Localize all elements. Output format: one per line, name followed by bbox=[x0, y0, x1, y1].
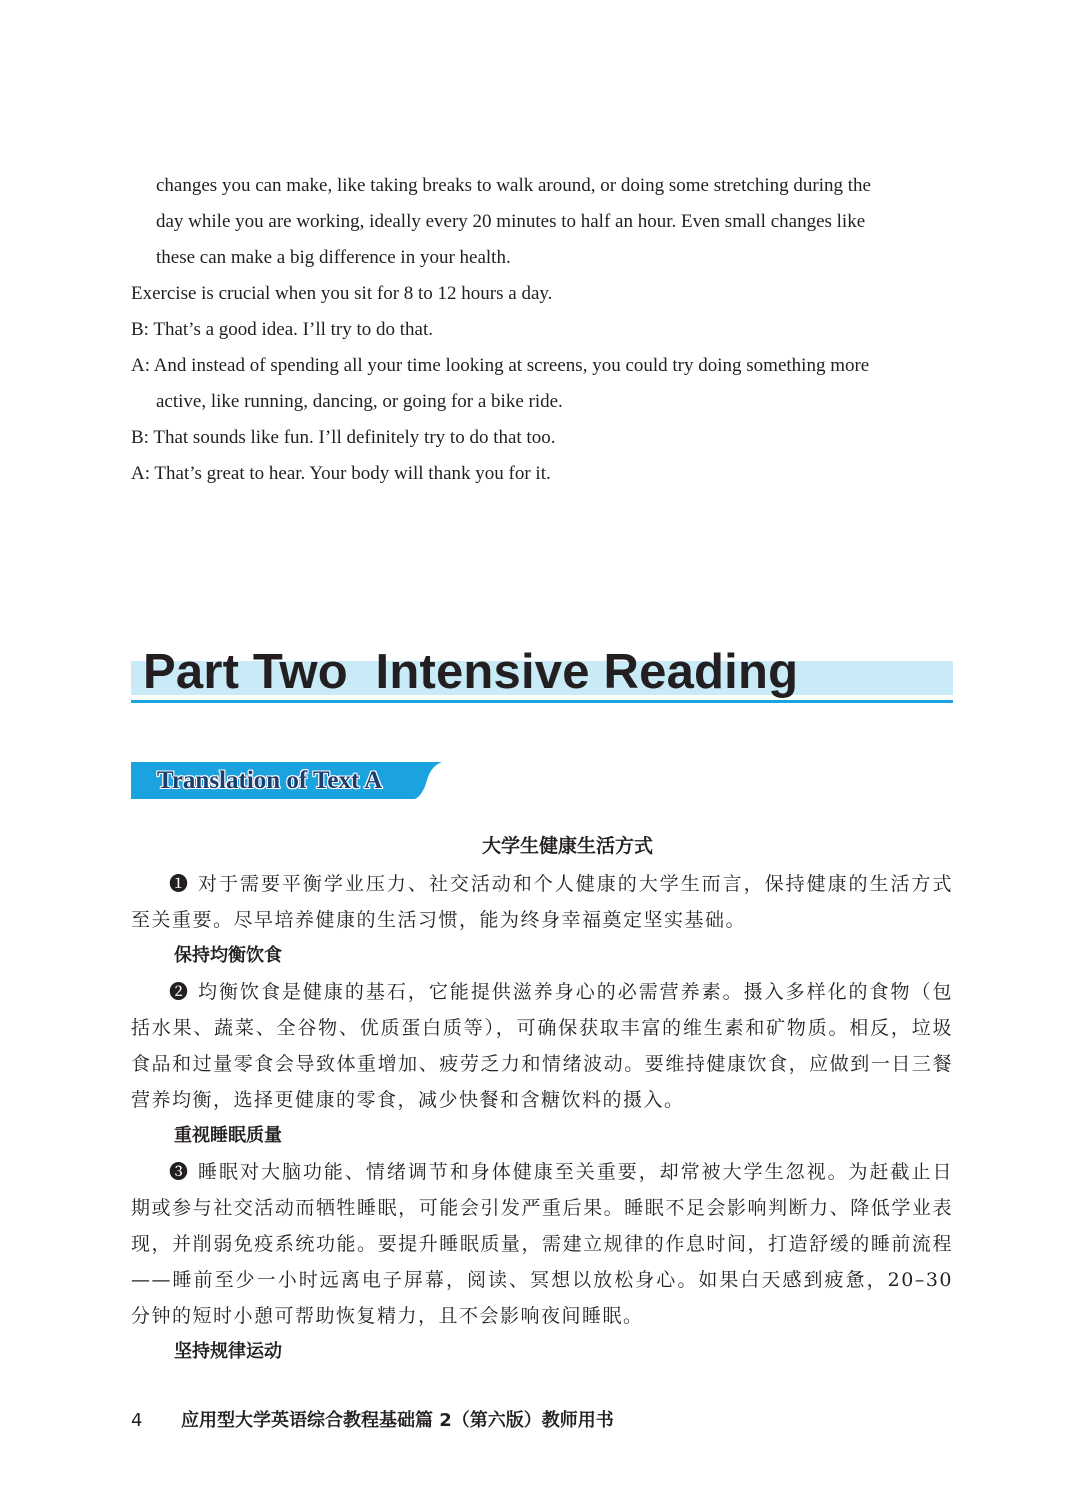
translation-subheading-diet: 保持均衡饮食 bbox=[174, 945, 282, 966]
dialogue-line: B: That’s a good idea. I’ll try to do that. bbox=[131, 319, 434, 340]
book-title: 应用型大学英语综合教程基础篇 2（第六版）教师用书 bbox=[181, 1410, 614, 1431]
dialogue-line: changes you can make, like taking breaks to walk around, or doing some stretching during the bbox=[156, 175, 871, 196]
section-tag bbox=[131, 762, 442, 799]
translation-paragraph-2: ❷ 均衡饮食是健康的基石，它能提供滋养身心的必需营养素。摄入多样化的食物（包括水果、蔬菜、全谷物、优质蛋白质等），可确保获取丰富的维生素和矿物质。相反，垃圾食品和过量零食会导致体重增加、疲劳乏力和情绪波动。要维持健康饮食，应做到一日三餐营养均衡，选择更健康的零食，减少快餐和含糖饮料的摄入。 bbox=[131, 981, 953, 1111]
page-number: 4 bbox=[131, 1410, 143, 1431]
part-title: Part Two Intensive Reading bbox=[143, 645, 799, 699]
section-tag-label: Translation of Text A bbox=[157, 767, 383, 794]
part-heading-banner bbox=[131, 640, 953, 706]
dialogue-line: day while you are working, ideally every 20 minutes to half an hour. Even small changes like bbox=[156, 211, 866, 232]
translation-subheading-exercise: 坚持规律运动 bbox=[174, 1341, 282, 1362]
dialogue-line: active, like running, dancing, or going for a bike ride. bbox=[156, 391, 563, 412]
translation-title: 大学生健康生活方式 bbox=[481, 835, 653, 857]
translation-subheading-sleep: 重视睡眠质量 bbox=[174, 1125, 282, 1146]
translation-paragraph-1: ❶ 对于需要平衡学业压力、社交活动和个人健康的大学生而言，保持健康的生活方式至关重要。尽早培养健康的生活习惯，能为终身幸福奠定坚实基础。 bbox=[131, 873, 953, 931]
dialogue-line: A: That’s great to hear. Your body will thank you for it. bbox=[131, 463, 551, 484]
dialogue-line: these can make a big difference in your health. bbox=[156, 247, 511, 268]
dialogue-line: A: And instead of spending all your time looking at screens, you could try doing something more bbox=[131, 355, 870, 376]
dialogue-line: Exercise is crucial when you sit for 8 to 12 hours a day. bbox=[131, 283, 553, 304]
translation-paragraph-3: ❸ 睡眠对大脑功能、情绪调节和身体健康至关重要，却常被大学生忽视。为赶截止日期或参与社交活动而牺牲睡眠，可能会引发严重后果。睡眠不足会影响判断力、降低学业表现，并削弱免疫系统功能。要提升睡眠质量，需建立规律的作息时间，打造舒缓的睡前流程——睡前至少一小时远离电子屏幕，阅读、冥想以放松身心。如果白天感到疲惫，20–30分钟的短时小憩可帮助恢复精力，且不会影响夜间睡眠。 bbox=[131, 1161, 953, 1327]
dialogue-line: B: That sounds like fun. I’ll definitely try to do that too. bbox=[131, 427, 556, 448]
